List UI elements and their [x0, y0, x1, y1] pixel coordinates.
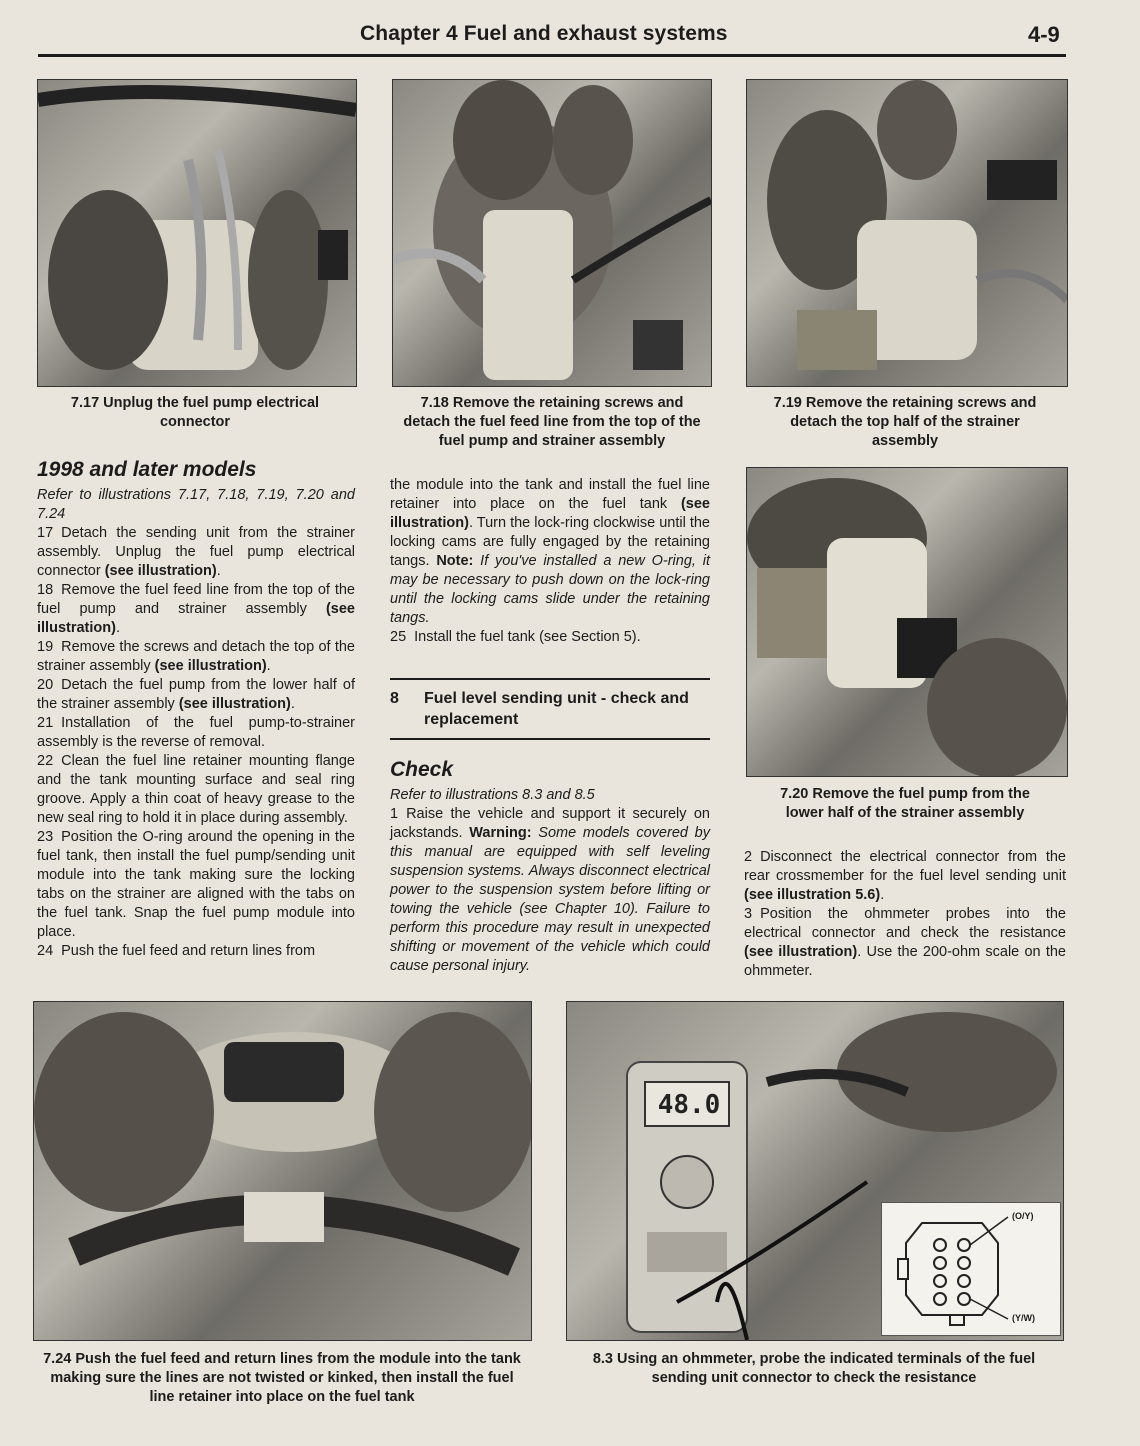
paragraph-25: 25 Install the fuel tank (see Section 5). — [390, 629, 641, 645]
terminal-pin — [958, 1293, 970, 1305]
paragraph-19: 19 Remove the screws and detach the top of the strainer assembly (see illustration). — [37, 639, 355, 674]
middle-column-check — [390, 786, 710, 976]
terminal-pin — [958, 1257, 970, 1269]
paragraph-23: 23 Position the O-ring around the opening in the fuel tank, then install the fuel pump/sending unit module into the tank making sure the locking tabs on the strainer are aligned with the tabs on the fuel tank. Snap the fuel pump module into place. — [37, 829, 355, 940]
photo-7-18 — [392, 79, 712, 387]
paragraph-1: 1 Raise the vehicle and support it securely on jackstands. Warning: Some models covered by this manual are equipped with self leveling suspension systems. Always disconnect electrical power to the suspension system before lifting or towing the vehicle (see Chapter 10). Failure to perform this procedure may result in unexpected shifting or movement of the vehicle which could cause personal injury. — [390, 806, 710, 974]
caption-8-3: 8.3 Using an ohmmeter, probe the indicated terminals of the fuel sending unit connector to check the resistance — [592, 1351, 1036, 1386]
inset-label-top: (O/Y) — [1012, 1211, 1034, 1221]
caption-7-24: 7.24 Push the fuel feed and return lines from the module into the tank making sure the lines are not twisted or kinked, then install the fuel line retainer into place on the fuel tank — [43, 1351, 521, 1405]
paragraph-24-continued: the module into the tank and install the fuel line retainer into place on the fuel tank (see illustration). Turn the lock-ring clockwise until the locking cams are fully engaged by the retaining tangs. Note: If you've installed a new O-ring, it may be necessary to push down on the lock-ring until the locking cams slide under the retaining tangs. — [390, 477, 710, 626]
photo-7-24 — [33, 1001, 532, 1341]
terminal-pin — [934, 1275, 946, 1287]
terminal-pin — [934, 1257, 946, 1269]
section-8-heading — [390, 678, 710, 740]
section-heading-1998: 1998 and later models — [37, 458, 257, 481]
photo-7-17 — [37, 79, 357, 387]
section-number: 8 — [390, 690, 399, 707]
photo-7-20 — [746, 467, 1068, 777]
right-column — [744, 848, 1066, 981]
caption-7-19: 7.19 Remove the retaining screws and detach the top half of the strainer assembly — [773, 395, 1037, 449]
paragraph-24: 24 Push the fuel feed and return lines from — [37, 943, 316, 959]
section-title: Fuel level sending unit - check and replacement — [424, 690, 689, 728]
meter-display: 48.0 — [657, 1090, 721, 1120]
terminal-pin — [958, 1275, 970, 1287]
terminal-pin — [934, 1239, 946, 1251]
middle-column-top — [390, 476, 710, 647]
paragraph-3: 3 Position the ohmmeter probes into the electrical connector and check the resistance (see illustration). Use the 200-ohm scale on the ohmmeter. — [744, 906, 1066, 979]
paragraph-2: 2 Disconnect the electrical connector from the rear crossmember for the fuel level sending unit (see illustration 5.6). — [744, 849, 1066, 903]
paragraph-17: 17 Detach the sending unit from the strainer assembly. Unplug the fuel pump electrical connector (see illustration). — [37, 525, 355, 579]
caption-7-17: 7.17 Unplug the fuel pump electrical connector — [70, 395, 320, 430]
chapter-title: Chapter 4 Fuel and exhaust systems — [360, 22, 728, 45]
header-rule — [38, 54, 1066, 57]
terminal-pin — [934, 1293, 946, 1305]
inset-label-bottom: (Y/W) — [1012, 1313, 1035, 1323]
caption-7-20: 7.20 Remove the fuel pump from the lower half of the strainer assembly — [780, 786, 1030, 821]
paragraph-22: 22 Clean the fuel line retainer mounting flange and the tank mounting surface and seal ring groove. Apply a thin coat of heavy grease to the new seal ring to hold it in place during assembly. — [37, 753, 355, 826]
paragraph-20: 20 Detach the fuel pump from the lower half of the strainer assembly (see illustration). — [37, 677, 355, 712]
terminal-pin — [958, 1239, 970, 1251]
paragraph-21: 21 Installation of the fuel pump-to-strainer assembly is the reverse of removal. — [37, 715, 355, 750]
connector-diagram-inset — [881, 1202, 1061, 1336]
paragraph-18: 18 Remove the fuel feed line from the top of the fuel pump and strainer assembly (see illustration). — [37, 582, 355, 636]
left-column — [37, 486, 355, 961]
photo-7-19 — [746, 79, 1068, 387]
check-heading: Check — [390, 758, 454, 781]
caption-7-18: 7.18 Remove the retaining screws and detach the fuel feed line from the top of the fuel pump and strainer assembly — [403, 395, 701, 449]
check-refer-line: Refer to illustrations 8.3 and 8.5 — [390, 787, 595, 803]
connector-outline — [906, 1223, 998, 1315]
refer-line: Refer to illustrations 7.17, 7.18, 7.19, 7.20 and 7.24 — [37, 487, 355, 522]
page-number: 4-9 — [1028, 22, 1060, 47]
photo-8-3 — [566, 1001, 1064, 1341]
